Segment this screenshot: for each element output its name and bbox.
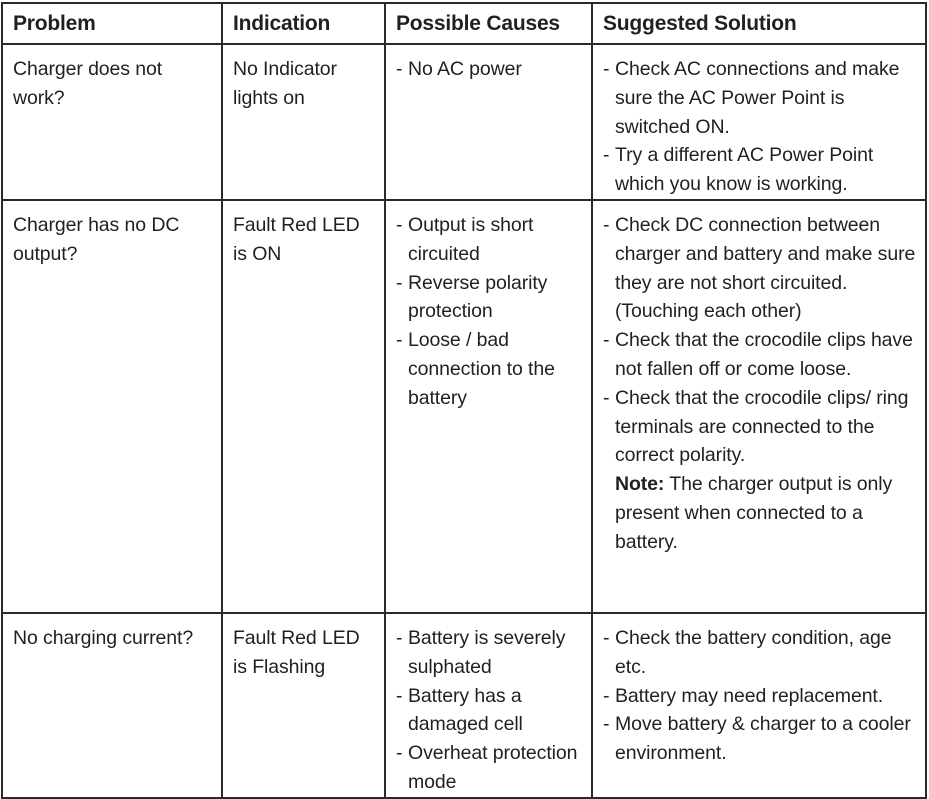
solution-item: - Check that the crocodile clips have not fallen off or come loose. <box>603 329 913 380</box>
causes-cell <box>385 44 592 200</box>
solution-item: - Check AC connections and make sure the AC Power Point is switched ON. <box>603 58 900 138</box>
indication-text: No Indicator lights on <box>233 58 337 109</box>
problem-text: Charger has no DC output? <box>13 213 180 265</box>
indication-text: Fault Red LED is ON <box>233 213 360 265</box>
table-row <box>2 613 926 798</box>
cause-item: - Output is short circuited <box>396 213 534 265</box>
indication-cell <box>222 44 385 200</box>
troubleshooting-table <box>1 2 927 799</box>
solution-item: - Try a different AC Power Point which you know is working. <box>603 144 874 196</box>
cause-item: - Battery has a damaged cell <box>396 684 523 736</box>
note-text: The charger output is only present when connected to a battery. <box>615 473 893 553</box>
problem-cell <box>2 613 222 798</box>
solution-item: - Battery may need replacement. <box>603 684 884 707</box>
solution-item: - Check the battery condition, age etc. <box>603 626 892 678</box>
table-row <box>2 44 926 200</box>
problem-text: Charger does not work? <box>13 58 163 109</box>
solution-item: - Check DC connection between charger and battery and make sure they are not short circuited. <box>603 213 916 294</box>
cause-item: - Overheat protection mode <box>396 742 578 793</box>
solution-item: - Check that the crocodile clips/ ring terminals are connected to the correct polarity. <box>603 386 909 467</box>
header-indication: Indication <box>222 3 385 44</box>
table-row <box>2 200 926 613</box>
cause-item: - Reverse polarity protection <box>396 271 548 323</box>
solutions-cell <box>592 200 926 613</box>
cause-item: - No AC power <box>396 58 522 80</box>
problem-cell <box>2 44 222 200</box>
cause-item: - Battery is severely sulphated <box>396 626 566 678</box>
solution-note <box>603 470 917 556</box>
problem-cell <box>2 200 222 613</box>
causes-cell <box>385 613 592 798</box>
solutions-cell <box>592 44 926 200</box>
solution-extra: (Touching each other) <box>615 300 802 323</box>
indication-cell <box>222 200 385 613</box>
note-label: Note: <box>615 473 665 496</box>
header-problem: Problem <box>2 3 222 44</box>
solution-item: - Move battery & charger to a cooler environment. <box>603 713 911 765</box>
header-possible-causes: Possible Causes <box>385 3 592 44</box>
causes-cell <box>385 200 592 613</box>
cause-item: - Loose / bad connection to the battery <box>396 329 555 409</box>
indication-text: Fault Red LED is Flashing <box>233 626 360 678</box>
header-row <box>2 3 926 44</box>
problem-text: No charging current? <box>13 626 194 649</box>
indication-cell <box>222 613 385 798</box>
header-suggested-solution: Suggested Solution <box>592 3 926 44</box>
solutions-cell <box>592 613 926 798</box>
